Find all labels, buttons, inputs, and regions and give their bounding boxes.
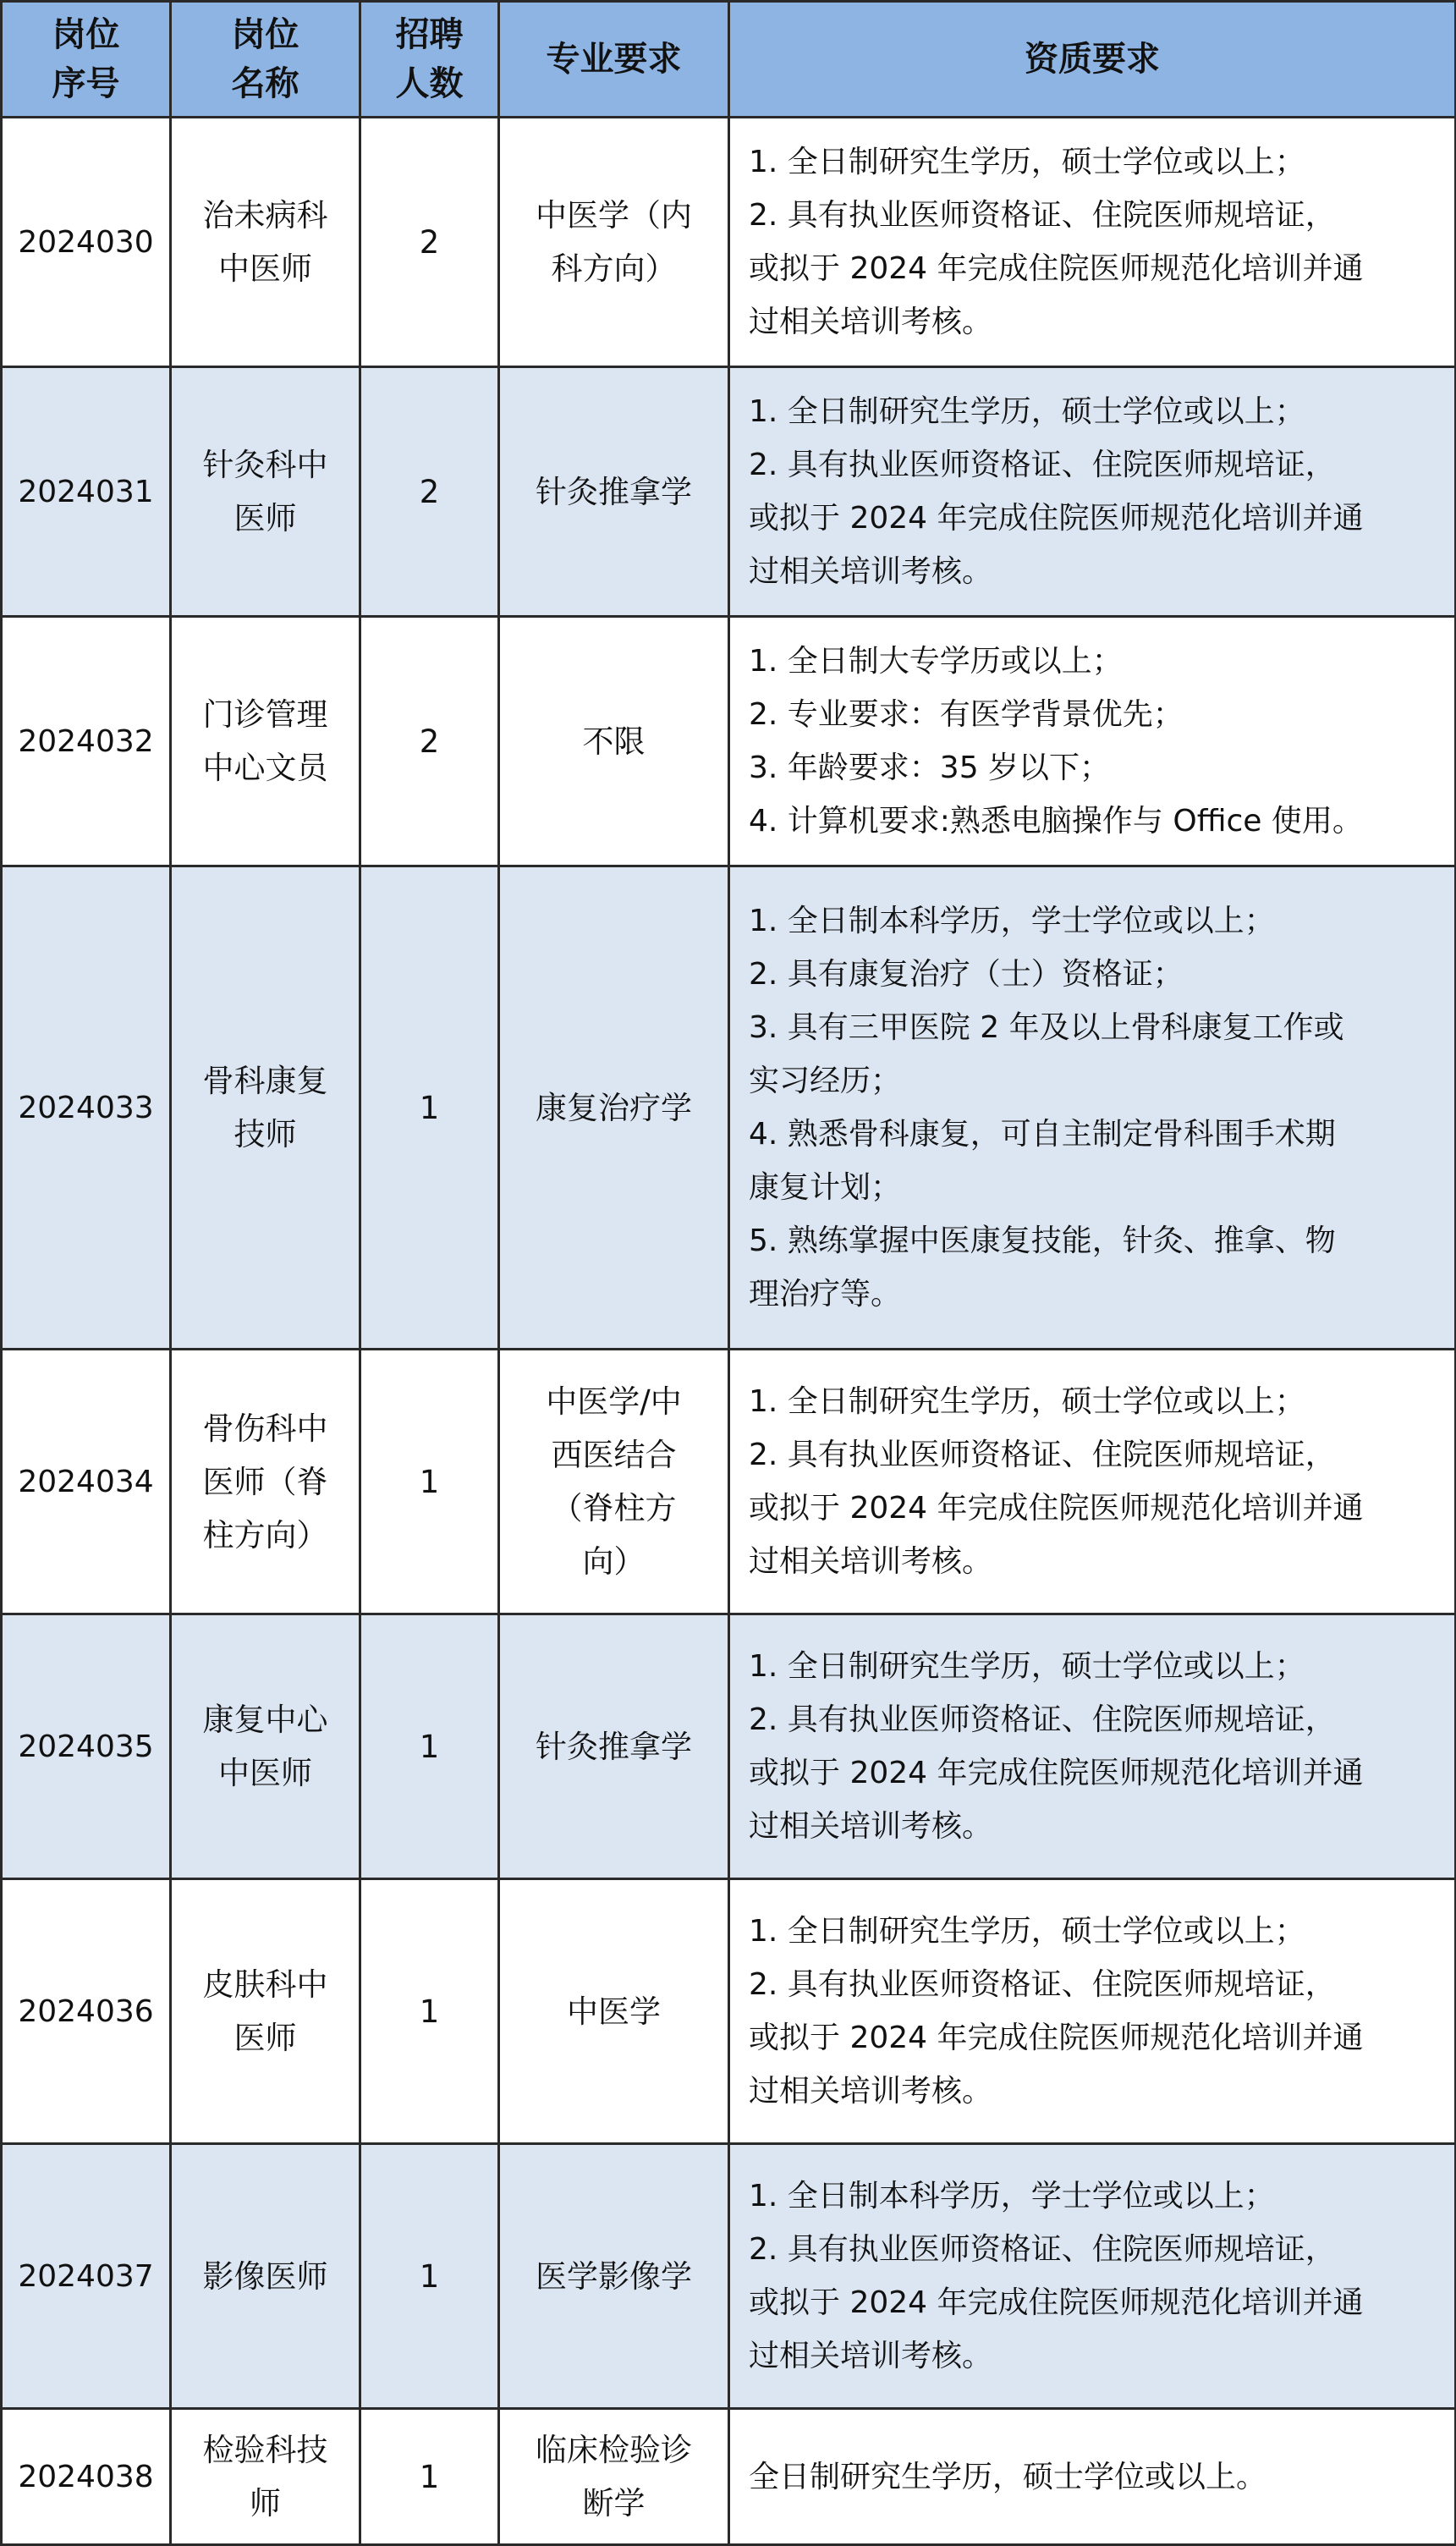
major-requirement-line: 医学影像学 (536, 2257, 692, 2295)
major-requirement-cell (499, 118, 729, 367)
qualification-requirement-line: 过相关培训考核。 (749, 554, 993, 589)
position-name-line: 影像医师 (202, 2257, 328, 2295)
position-name-line: 中医师 (218, 250, 312, 287)
position-id-cell: 2024034 (2, 1350, 171, 1614)
position-name-line: 检验科技 (202, 2432, 328, 2468)
position-name-line: 医师 (234, 500, 297, 536)
qualification-requirement-line: 1. 全日制研究生学历，硕士学位或以上； (749, 1384, 1305, 1419)
position-name-line: 技师 (234, 1116, 297, 1152)
qualification-requirement-line: 3. 具有三甲医院 2 年及以上骨科康复工作或 (749, 1010, 1344, 1045)
qualification-requirement-line: 1. 全日制研究生学历，硕士学位或以上； (749, 1914, 1305, 1949)
qualification-requirement-line: 4. 计算机要求:熟悉电脑操作与 Office 使用。 (749, 804, 1363, 839)
qualification-requirement-line: 2. 具有执业医师资格证、住院医师规培证， (749, 1702, 1336, 1737)
major-requirement-cell (499, 617, 729, 866)
position-id-cell: 2024038 (2, 2409, 171, 2545)
qualification-requirement-line: 2. 专业要求：有医学背景优先； (749, 697, 1184, 732)
position-id-cell: 2024031 (2, 367, 171, 617)
header-position-id (2, 2, 171, 118)
qualification-requirement-line: 2. 具有执业医师资格证、住院医师规培证， (749, 198, 1336, 233)
qualification-requirement-line: 2. 具有执业医师资格证、住院医师规培证， (749, 1967, 1336, 2002)
qualification-requirement-line: 全日制研究生学历，硕士学位或以上。 (749, 2459, 1267, 2494)
qualification-requirement-cell (729, 1614, 1456, 1879)
qualification-requirement-line: 康复计划； (749, 1170, 902, 1205)
position-name-cell (171, 1350, 360, 1614)
header-text: 序号 (52, 64, 120, 103)
header-headcount (360, 2, 499, 118)
qualification-requirement-line: 1. 全日制大专学历或以上； (749, 644, 1123, 679)
major-requirement-line: 向） (582, 1543, 646, 1580)
position-name-line: 中医师 (218, 1755, 312, 1791)
header-text: 招聘 (395, 15, 464, 54)
qualification-requirement-line: 5. 熟练掌握中医康复技能，针灸、推拿、物 (749, 1224, 1336, 1258)
table-row (2, 2144, 1456, 2409)
major-requirement-line: 中医学 (567, 1993, 661, 2030)
headcount-cell: 1 (360, 2409, 499, 2545)
major-requirement-cell (499, 2409, 729, 2545)
headcount-cell: 1 (360, 1350, 499, 1614)
major-requirement-line: 针灸推拿学 (536, 1728, 692, 1765)
qualification-requirement-line: 4. 熟悉骨科康复，可自主制定骨科围手术期 (749, 1117, 1336, 1152)
major-requirement-cell (499, 1614, 729, 1879)
headcount-cell: 1 (360, 1879, 499, 2144)
qualification-requirement-line: 2. 具有执业医师资格证、住院医师规培证， (749, 1438, 1336, 1472)
table-row (2, 118, 1456, 367)
header-text: 岗位 (231, 15, 299, 54)
header-text: 名称 (231, 64, 299, 103)
qualification-requirement-line: 1. 全日制研究生学历，硕士学位或以上； (749, 394, 1305, 429)
qualification-requirement-line: 或拟于 2024 年完成住院医师规范化培训并通 (749, 1756, 1364, 1790)
qualification-requirement-cell (729, 2144, 1456, 2409)
header-text: 人数 (395, 64, 464, 103)
header-text: 岗位 (52, 15, 120, 54)
major-requirement-cell (499, 1879, 729, 2144)
position-name-line: 医师 (234, 2020, 297, 2056)
qualification-requirement-line: 2. 具有执业医师资格证、住院医师规培证， (749, 448, 1336, 482)
qualification-requirement-cell (729, 1879, 1456, 2144)
position-id-cell: 2024036 (2, 1879, 171, 2144)
table-row (2, 1614, 1456, 1879)
qualification-requirement-line: 1. 全日制本科学历，学士学位或以上； (749, 904, 1275, 938)
position-name-cell (171, 118, 360, 367)
headcount-cell: 1 (360, 2144, 499, 2409)
major-requirement-line: 科方向） (551, 250, 677, 287)
headcount-cell: 2 (360, 617, 499, 866)
table-row (2, 866, 1456, 1350)
qualification-requirement-cell (729, 617, 1456, 866)
position-id-cell: 2024032 (2, 617, 171, 866)
position-name-line: 治未病科 (202, 197, 328, 234)
qualification-requirement-cell (729, 866, 1456, 1350)
qualification-requirement-cell (729, 1350, 1456, 1614)
position-name-cell (171, 367, 360, 617)
position-name-line: 师 (250, 2485, 281, 2521)
major-requirement-line: 康复治疗学 (536, 1089, 692, 1126)
position-id-cell: 2024037 (2, 2144, 171, 2409)
qualification-requirement-cell (729, 367, 1456, 617)
major-requirement-line: 临床检验诊 (536, 2432, 692, 2468)
major-requirement-line: （脊柱方 (551, 1490, 677, 1526)
qualification-requirement-line: 或拟于 2024 年完成住院医师规范化培训并通 (749, 2285, 1364, 2320)
table-row (2, 367, 1456, 617)
major-requirement-line: 针灸推拿学 (536, 473, 692, 510)
qualification-requirement-line: 或拟于 2024 年完成住院医师规范化培训并通 (749, 2021, 1364, 2055)
position-name-line: 针灸科中 (202, 447, 328, 483)
qualification-requirement-line: 1. 全日制研究生学历，硕士学位或以上； (749, 1649, 1305, 1684)
position-name-line: 骨伤科中 (202, 1410, 328, 1447)
major-requirement-line: 断学 (582, 2485, 646, 2521)
position-name-cell (171, 866, 360, 1350)
qualification-requirement-line: 2. 具有康复治疗（士）资格证； (749, 957, 1184, 992)
position-name-line: 柱方向） (202, 1516, 328, 1553)
major-requirement-line: 西医结合 (551, 1437, 677, 1473)
header-qualification-requirement: 资质要求 (729, 2, 1456, 118)
position-id-cell: 2024033 (2, 866, 171, 1350)
qualification-requirement-line: 1. 全日制本科学历，学士学位或以上； (749, 2179, 1275, 2213)
qualification-requirement-line: 理治疗等。 (749, 1277, 902, 1311)
position-name-line: 骨科康复 (202, 1063, 328, 1099)
position-name-cell (171, 2144, 360, 2409)
qualification-requirement-line: 过相关培训考核。 (749, 305, 993, 339)
header-major-requirement: 专业要求 (499, 2, 729, 118)
major-requirement-cell (499, 866, 729, 1350)
major-requirement-cell (499, 2144, 729, 2409)
position-name-cell (171, 1614, 360, 1879)
position-name-cell (171, 2409, 360, 2545)
qualification-requirement-line: 或拟于 2024 年完成住院医师规范化培训并通 (749, 251, 1364, 286)
table-row (2, 1350, 1456, 1614)
position-name-cell (171, 1879, 360, 2144)
position-name-line: 皮肤科中 (202, 1966, 328, 2003)
table-row (2, 1879, 1456, 2144)
qualification-requirement-cell (729, 118, 1456, 367)
table-body (2, 118, 1456, 2545)
headcount-cell: 1 (360, 1614, 499, 1879)
headcount-cell: 2 (360, 118, 499, 367)
major-requirement-cell (499, 367, 729, 617)
major-requirement-line: 中医学/中 (546, 1383, 682, 1420)
position-name-cell (171, 617, 360, 866)
qualification-requirement-line: 或拟于 2024 年完成住院医师规范化培训并通 (749, 1491, 1364, 1526)
qualification-requirement-line: 或拟于 2024 年完成住院医师规范化培训并通 (749, 501, 1364, 536)
position-id-cell: 2024035 (2, 1614, 171, 1879)
position-id-cell: 2024030 (2, 118, 171, 367)
qualification-requirement-line: 过相关培训考核。 (749, 2074, 993, 2109)
table-row (2, 2409, 1456, 2545)
qualification-requirement-line: 过相关培训考核。 (749, 1544, 993, 1579)
header-position-name (171, 2, 360, 118)
major-requirement-line: 不限 (582, 723, 646, 760)
headcount-cell: 1 (360, 866, 499, 1350)
position-name-line: 门诊管理 (202, 696, 328, 733)
header-row (2, 2, 1456, 118)
major-requirement-line: 中医学（内 (536, 197, 692, 234)
qualification-requirement-line: 过相关培训考核。 (749, 1809, 993, 1844)
qualification-requirement-cell (729, 2409, 1456, 2545)
position-name-line: 医师（脊 (202, 1463, 328, 1500)
major-requirement-cell (499, 1350, 729, 1614)
qualification-requirement-line: 过相关培训考核。 (749, 2339, 993, 2373)
qualification-requirement-line: 3. 年龄要求：35 岁以下； (749, 751, 1111, 785)
qualification-requirement-line: 1. 全日制研究生学历，硕士学位或以上； (749, 145, 1305, 179)
headcount-cell: 2 (360, 367, 499, 617)
position-name-line: 中心文员 (202, 750, 328, 786)
qualification-requirement-line: 实习经历； (749, 1064, 902, 1098)
table-row (2, 617, 1456, 866)
position-name-line: 康复中心 (202, 1702, 328, 1738)
qualification-requirement-line: 2. 具有执业医师资格证、住院医师规培证， (749, 2232, 1336, 2267)
